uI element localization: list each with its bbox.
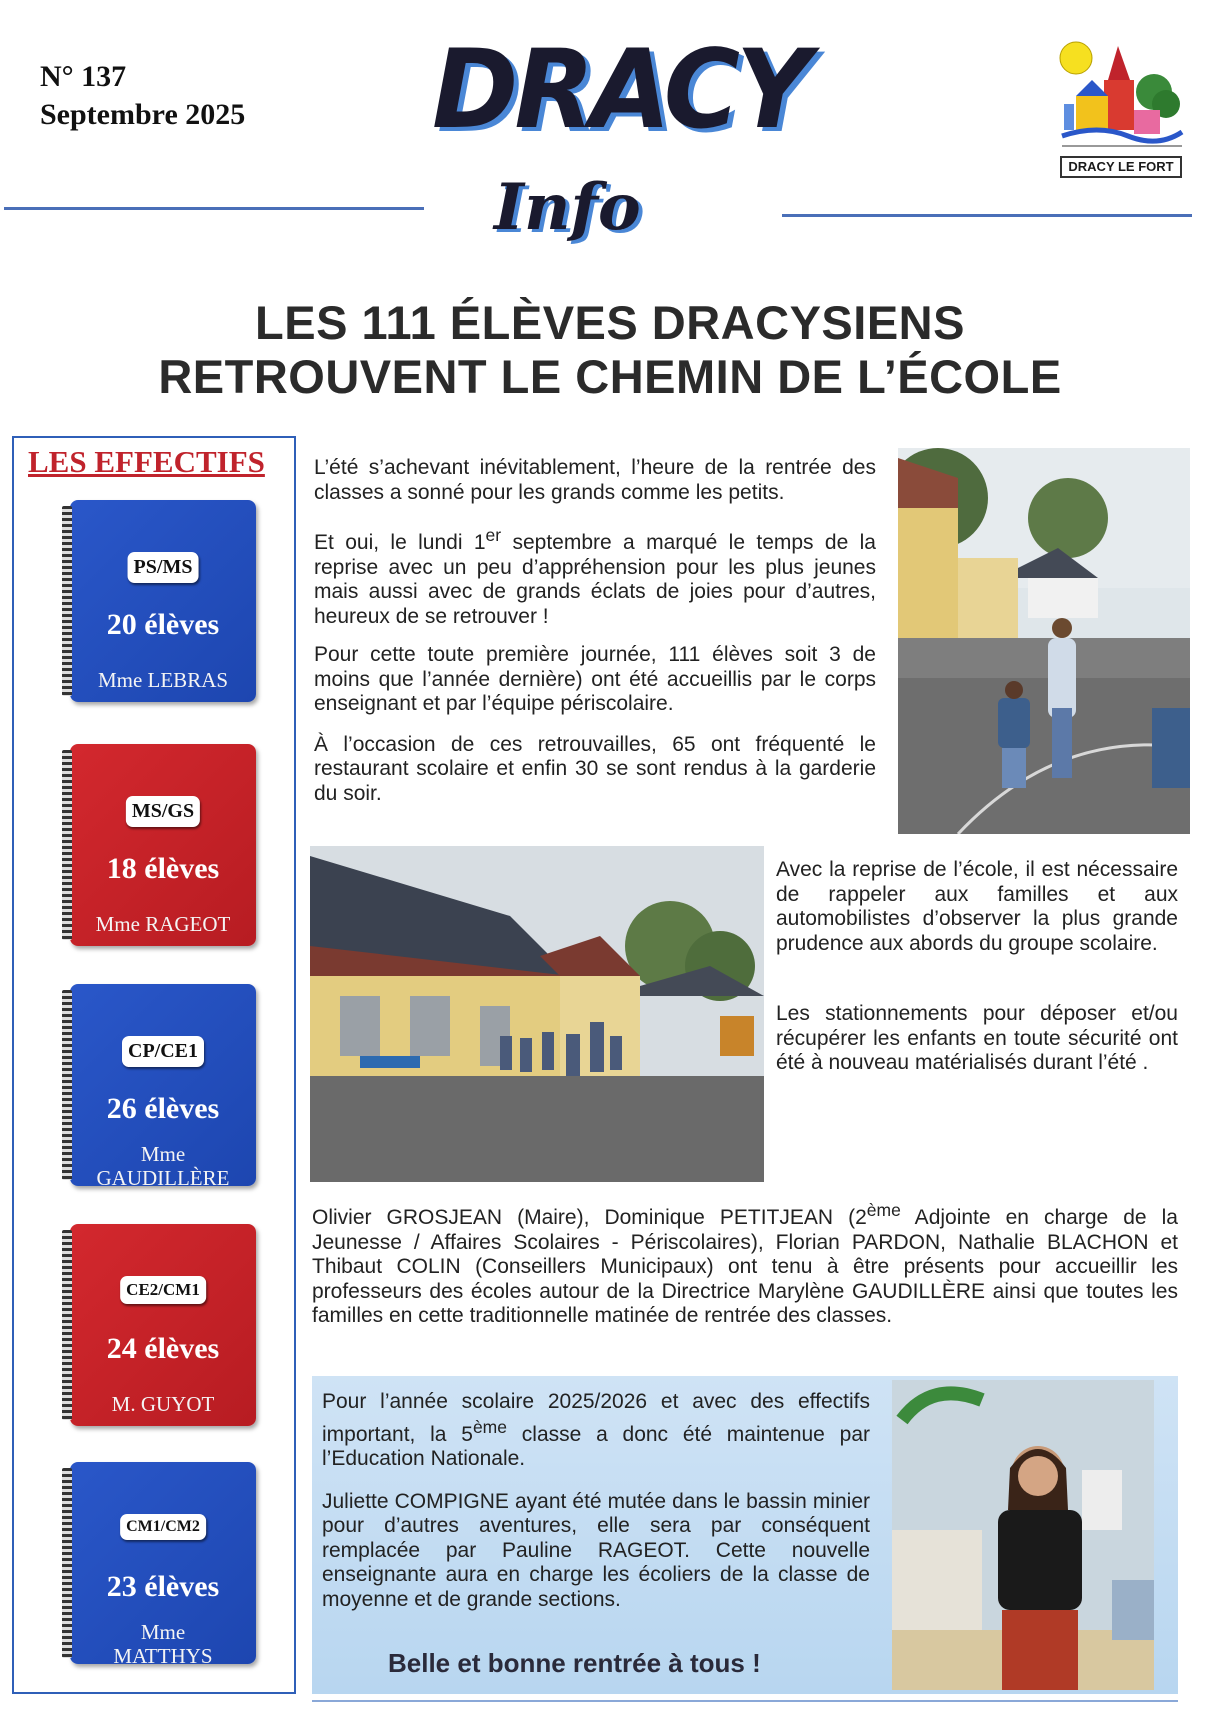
paragraph: Juliette COMPIGNE ayant été mutée dans le bassin minier pour d’autres aventures, elle sera par conséquent remplacée par Pauline RAGEOT. Cette nouvelle enseignante aura en charge les écoliers de la classe de moyenne et de grande sections. — [322, 1489, 870, 1611]
class-teacher — [70, 668, 256, 692]
teacher-line: Mme — [140, 1142, 186, 1166]
header-rule-left — [4, 207, 424, 210]
logo-caption: DRACY LE FORT — [1060, 156, 1182, 178]
photo-school-image — [310, 846, 764, 1182]
class-level: CP/CE1 — [122, 1036, 204, 1067]
teacher-line: MATTHYS — [113, 1644, 213, 1668]
teacher-line: GAUDILLÈRE — [96, 1166, 230, 1190]
safety-text — [776, 858, 1178, 1076]
text-span: Olivier GROSJEAN (Maire), Dominique PETITJEAN (2 — [312, 1206, 867, 1229]
effectifs-panel — [12, 436, 296, 1694]
photo-playground-image — [898, 448, 1190, 834]
superscript: er — [485, 525, 502, 545]
class-card-cm1-cm2 — [70, 1462, 256, 1668]
paragraph: Pour cette toute première journée, 111 élèves soit 3 de moins que l’année dernière) ont été accueillis par le corps enseignant et par l’équipe périscolaire. — [314, 643, 876, 715]
effectifs-title: LES EFFECTIFS — [28, 444, 265, 479]
text-span: Et oui, le lundi 1 — [314, 531, 486, 554]
paragraph: À l’occasion de ces retrouvailles, 65 ont fréquenté le restaurant scolaire et enfin 30 se sont rendus à la garderie du soir. — [314, 732, 876, 805]
teacher-line: M. GUYOT — [111, 1392, 215, 1416]
closing-line: Belle et bonne rentrée à tous ! — [388, 1648, 761, 1678]
class-card-ms-gs — [70, 744, 256, 946]
class-card-cp-ce1 — [70, 984, 256, 1190]
town-logo — [1058, 40, 1184, 180]
article-intro — [314, 456, 876, 806]
headline-line-1: LES 111 ÉLÈVES DRACYSIENS — [255, 296, 965, 349]
photo-school — [310, 846, 764, 1182]
class-teacher — [70, 1620, 256, 1668]
class-count: 24 élèves — [106, 1332, 220, 1365]
class-count: 18 élèves — [106, 852, 220, 885]
photo-teacher-image — [892, 1380, 1154, 1690]
officials-text — [312, 1198, 1178, 1329]
bottom-rule — [312, 1700, 1178, 1702]
new-teacher-text — [322, 1390, 870, 1612]
class-level: MS/GS — [126, 796, 200, 827]
class-card-ps-ms — [70, 500, 256, 702]
paragraph: Les stationnements pour déposer et/ou récupérer les enfants en toute sécurité ont été à nouveau matérialisés durant l’été . — [776, 1002, 1178, 1074]
superscript: ème — [472, 1416, 507, 1437]
text-span: classe a donc été maintenue par l’Education Nationale. — [322, 1422, 870, 1470]
teacher-line: Mme LEBRAS — [97, 668, 229, 692]
class-level: CM1/CM2 — [120, 1514, 206, 1540]
town-logo-icon — [1058, 40, 1184, 158]
issue-info — [40, 58, 245, 134]
paragraph — [314, 523, 876, 629]
class-count: 26 élèves — [106, 1092, 220, 1125]
issue-date: Septembre 2025 — [40, 98, 246, 131]
header-rule-right — [782, 214, 1192, 217]
class-teacher — [70, 1392, 256, 1416]
teacher-line: Mme RAGEOT — [95, 912, 231, 936]
photo-playground — [898, 448, 1190, 834]
class-teacher — [70, 1142, 256, 1190]
teacher-line: Mme — [140, 1620, 186, 1644]
paragraph — [322, 1390, 870, 1472]
issue-number: N° 137 — [40, 60, 127, 93]
masthead-title: DRACY — [432, 24, 808, 154]
headline-line-2: RETROUVENT LE CHEMIN DE L’ÉCOLE — [158, 350, 1062, 403]
photo-teacher — [892, 1380, 1154, 1690]
superscript: ème — [866, 1200, 901, 1220]
class-level: CE2/CM1 — [120, 1276, 206, 1304]
text-span: Adjointe en charge de la Jeunesse / Affaires Scolaires - Périscolaires), Florian PARDON, Nathalie BLACHON et Thibaut COLIN (Conseillers Municipaux) ont tenu à être présents pour accueillir les professeurs des écoles autour de la Directrice Marylène GAUDILLÈRE ainsi que toutes les familles en cette traditionnelle matinée de rentrée des classes. — [312, 1206, 1178, 1327]
class-level: PS/MS — [128, 552, 199, 583]
paragraph: L’été s’achevant inévitablement, l’heure de la rentrée des classes a sonné pour les grands comme les petits. — [314, 456, 876, 504]
class-count: 23 élèves — [106, 1570, 220, 1603]
headline — [60, 296, 1160, 404]
text-span: Pour l’année scolaire 2025/2026 et avec des effectifs important, la 5 — [322, 1390, 870, 1446]
masthead-subtitle: Info — [494, 170, 641, 245]
class-card-ce2-cm1 — [70, 1224, 256, 1426]
paragraph — [312, 1198, 1178, 1329]
class-teacher — [70, 912, 256, 936]
text-span: septembre a marqué le temps de la reprise avec un peu d’appréhension pour les plus jeunes mais aussi avec de grands éclats de joies pour d’autres, heureux de se retrouver ! — [314, 531, 876, 628]
class-count: 20 élèves — [106, 608, 220, 641]
paragraph: Avec la reprise de l’école, il est nécessaire de rappeler aux familles et aux automobilistes d’observer la plus grande prudence aux abords du groupe scolaire. — [776, 858, 1178, 955]
